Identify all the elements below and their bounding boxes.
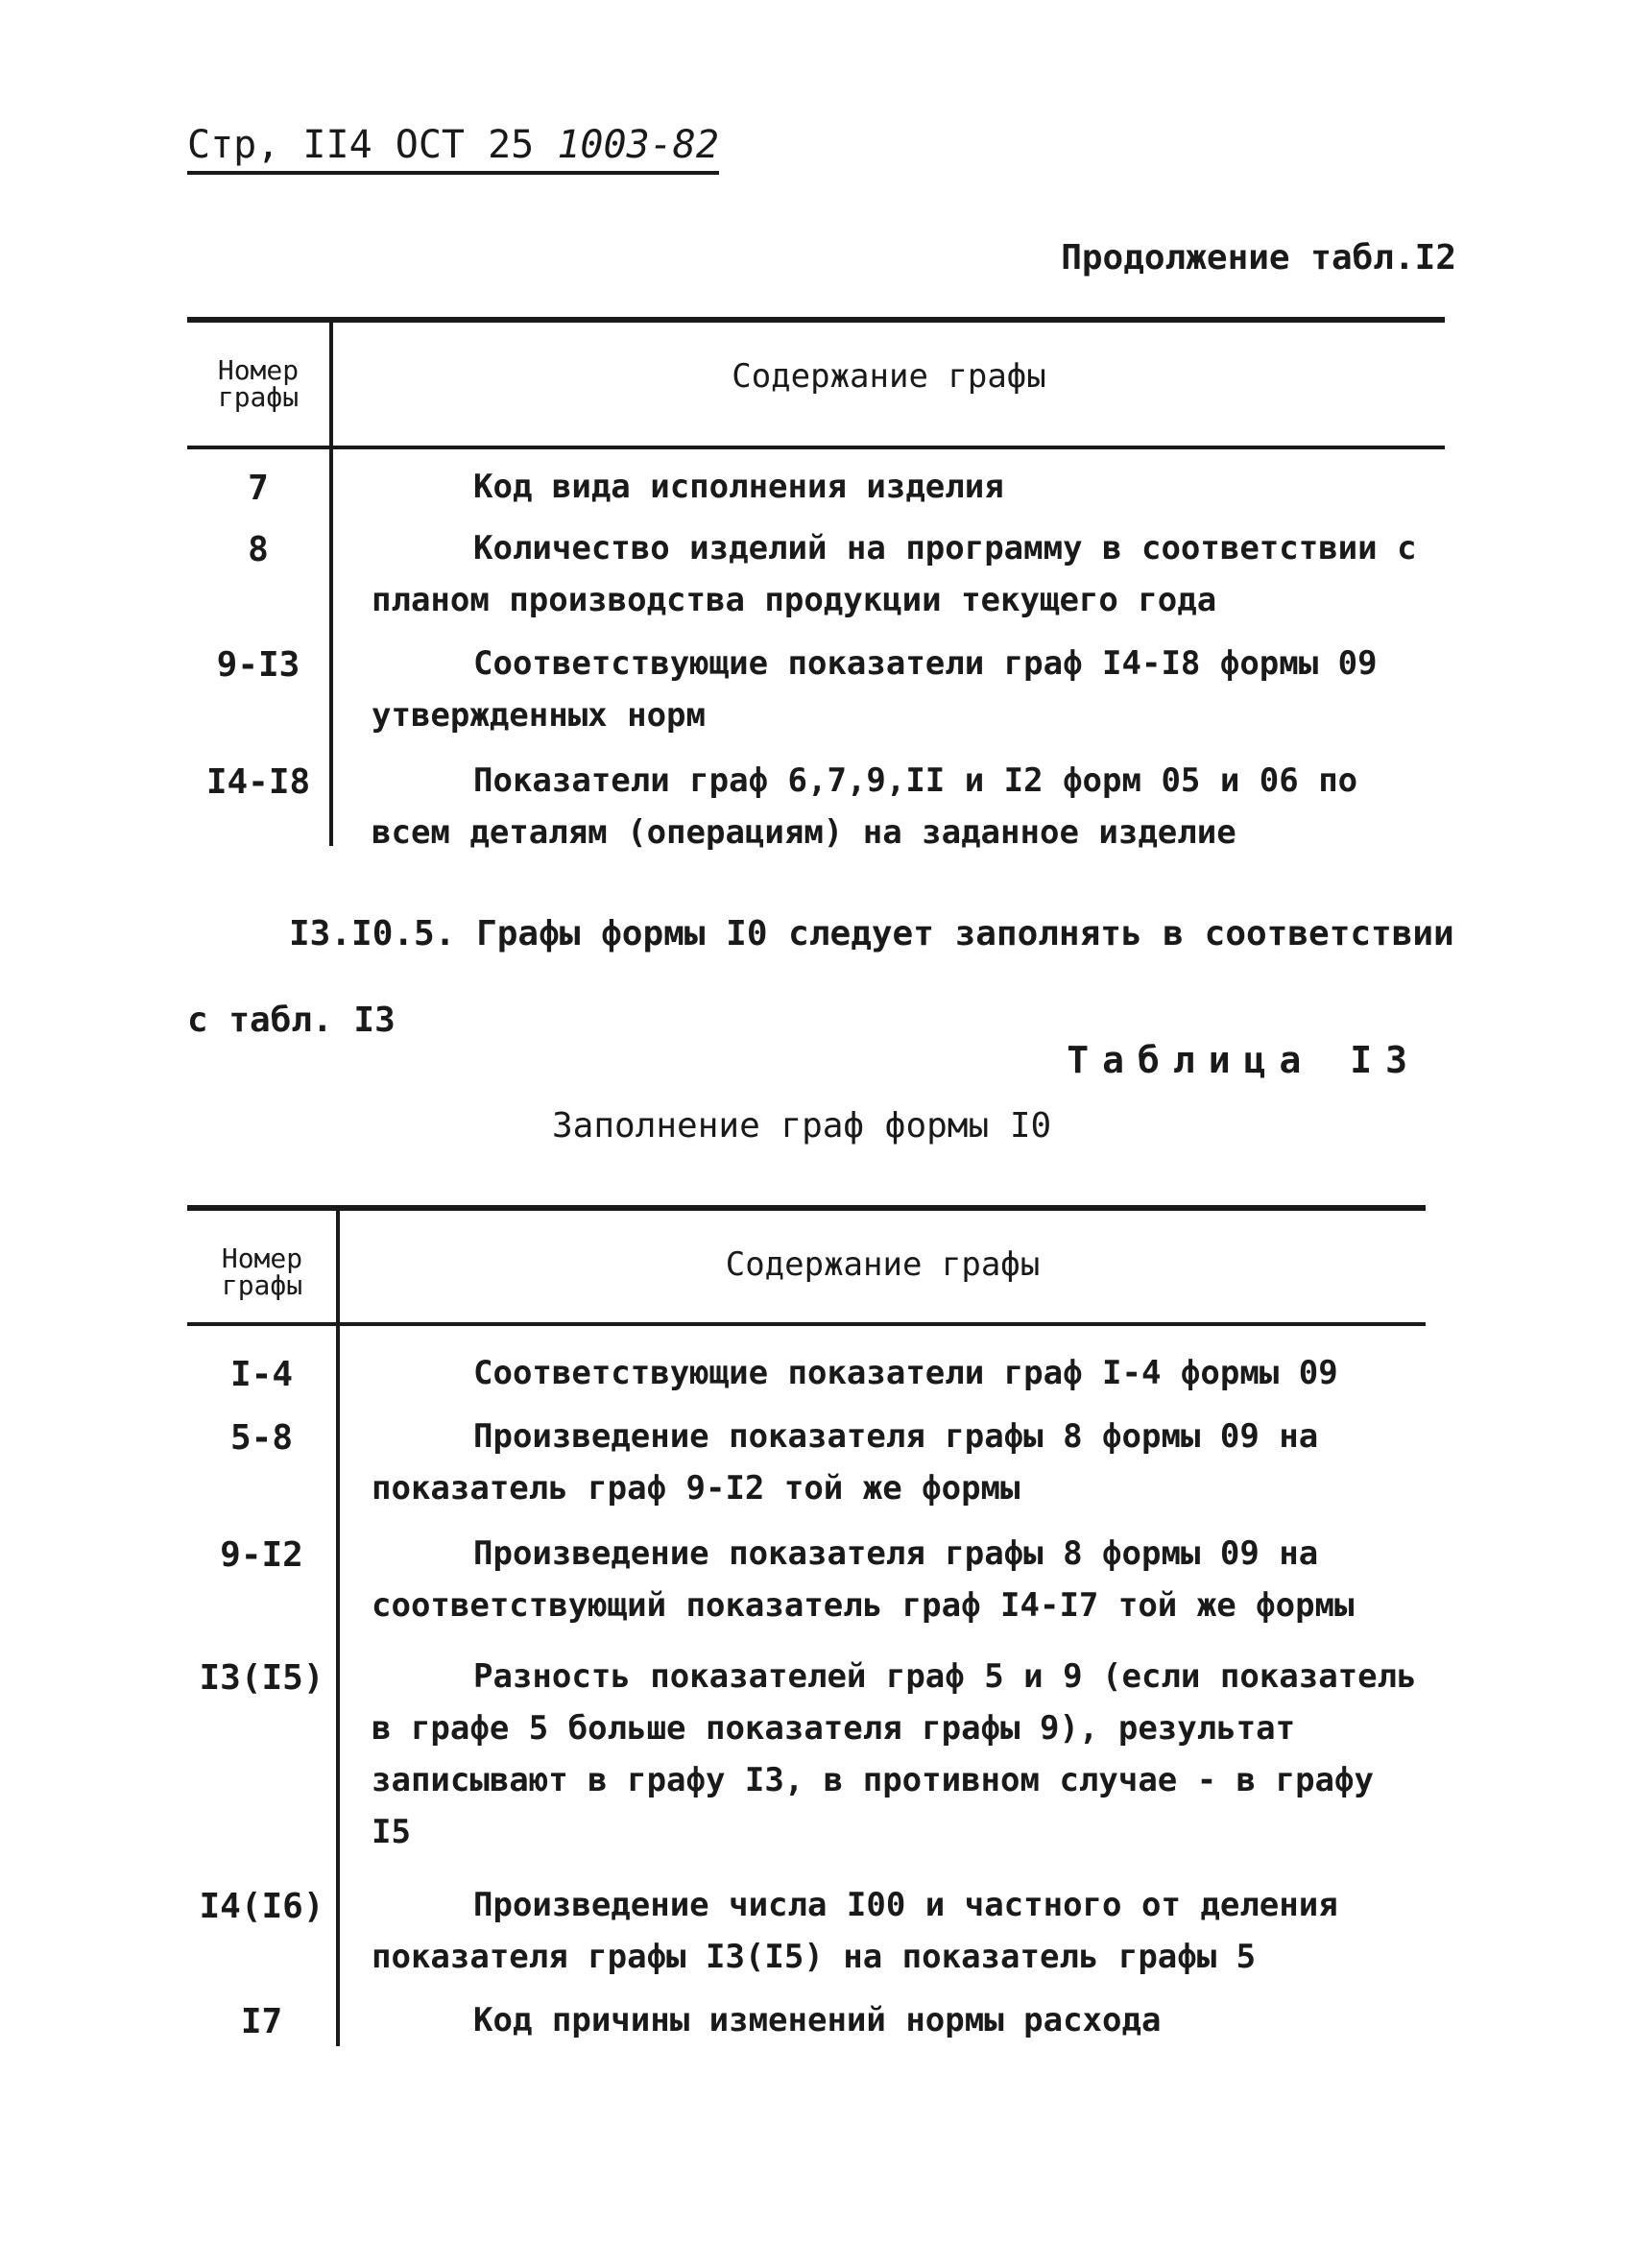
column-header-content: Содержание графы [732, 357, 1046, 396]
table-13 [187, 1205, 1426, 2050]
table-row-text: Произведение числа I00 и частного от деления показателя графы I3(I5) на показатель графы 5 [372, 1886, 1338, 1976]
table-row-number: I7 [240, 2002, 283, 2041]
table-row-text: Произведение показателя графы 8 формы 09 на соответствующий показатель граф I4-I7 той же формы [372, 1534, 1355, 1625]
table-row-text: Количество изделий на программу в соответствии с планом производства продукции текущего года [372, 529, 1417, 619]
column-divider [329, 323, 333, 846]
table-row-number: I4(I6) [199, 1887, 324, 1926]
page-header [187, 123, 719, 175]
page-reference: Стр, II4 ОСТ 25 [187, 123, 535, 167]
table-13-caption: Заполнение граф формы I0 [552, 1106, 1052, 1146]
table-row-text: Код вида исполнения изделия [473, 468, 1004, 506]
column-header-content: Содержание графы [725, 1245, 1041, 1284]
table-header-rule [187, 446, 1445, 449]
table-row-text: Код причины изменений нормы расхода [473, 2001, 1162, 2039]
column-divider [336, 1211, 340, 2046]
table-row-number: 5-8 [229, 1418, 294, 1458]
continuation-label: Продолжение табл.I2 [1061, 238, 1456, 277]
table-row-number: I-4 [229, 1355, 294, 1394]
table-row-number: I4-I8 [205, 762, 311, 802]
table-header-rule [187, 1322, 1426, 1326]
table-top-rule [187, 317, 1445, 323]
handwritten-number: 1003-82 [557, 123, 719, 167]
paragraph-13-10-5: I3.I0.5. Графы формы I0 следует заполнять в соответствии с табл. I3 [187, 914, 1454, 1040]
table-row-text: Показатели граф 6,7,9,II и I2 форм 05 и 06 по всем деталям (операциям) на заданное изделие [372, 761, 1358, 852]
table-row-text: Соответствующие показатели граф I-4 формы 09 [473, 1354, 1338, 1392]
table-row-text: Соответствующие показатели граф I4-I8 формы 09 утвержденных норм [372, 644, 1378, 735]
table-top-rule [187, 1205, 1426, 1211]
table-12 [187, 317, 1445, 855]
table-row-text: Произведение показателя графы 8 формы 09 на показатель граф 9-I2 той же формы [372, 1417, 1319, 1508]
table-row-text: Разность показателей граф 5 и 9 (если показатель в графе 5 больше показателя графы 9), результат записывают в графу I3, в противном случае - в графу I5 [372, 1657, 1417, 1851]
table-row-number: I3(I5) [199, 1658, 324, 1698]
column-header-number: Номер графы [217, 354, 300, 413]
table-row-number: 9-I3 [216, 645, 300, 685]
table-row-number: 8 [248, 530, 269, 569]
table-row-number: 7 [248, 469, 269, 508]
column-header-number: Номер графы [221, 1243, 303, 1301]
table-row-number: 9-I2 [220, 1535, 303, 1575]
table-13-label: Таблица I3 [1067, 1039, 1421, 1081]
